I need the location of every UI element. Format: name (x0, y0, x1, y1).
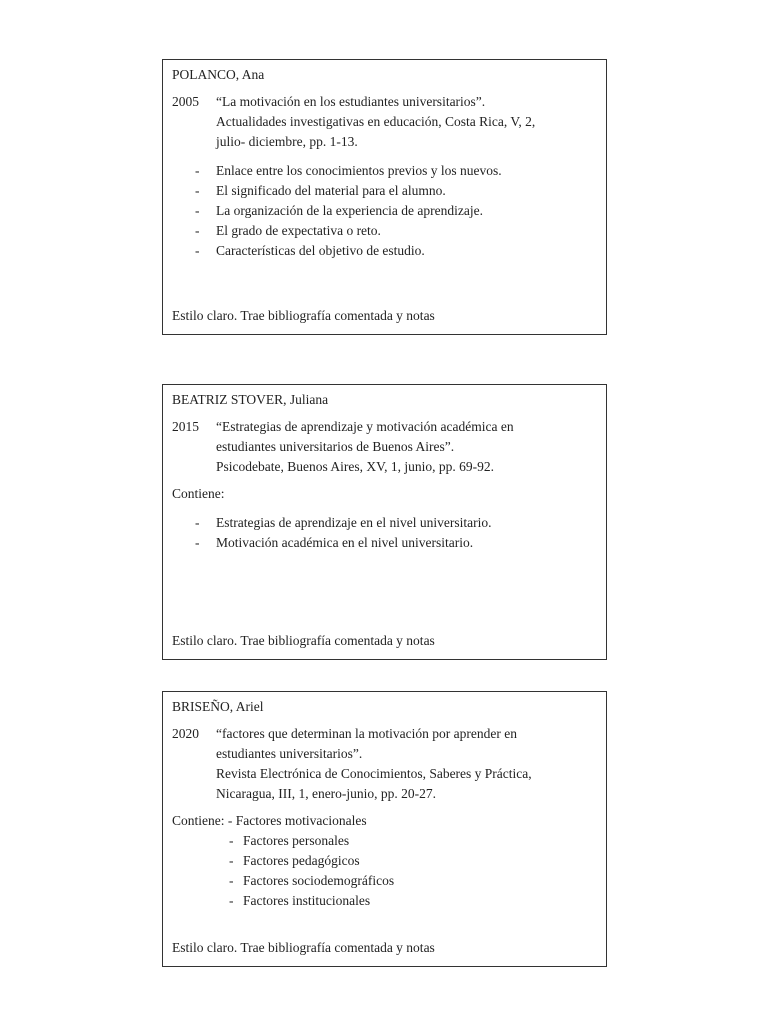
reference-line: Revista Electrónica de Conocimientos, Saberes y Práctica, (216, 766, 532, 781)
list-item (172, 871, 597, 891)
list-item-text: Estrategias de aprendizaje en el nivel universitario. (216, 515, 492, 530)
list-item-text: Factores personales (243, 833, 350, 848)
dash-bullet: - (229, 873, 234, 888)
list-item (172, 851, 597, 871)
card-reference (172, 417, 597, 477)
list-item-text: Factores motivacionales (235, 813, 367, 828)
dash-bullet: - (195, 183, 200, 198)
card-note: Estilo claro. Trae bibliografía comentada y notas (172, 940, 435, 955)
reference-line: “Estrategias de aprendizaje y motivación académica en (216, 419, 514, 434)
list-item-text: El significado del material para el alumno. (216, 183, 446, 198)
list-item (172, 161, 597, 181)
reference-line: Actualidades investigativas en educación, Costa Rica, V, 2, (216, 114, 536, 129)
dash-bullet: - (195, 223, 200, 238)
reference-line: “La motivación en los estudiantes universitarios”. (216, 94, 486, 109)
bibliography-card-polanco (162, 59, 607, 335)
reference-line: estudiantes universitarios de Buenos Aires”. (216, 439, 455, 454)
reference-line: julio- diciembre, pp. 1-13. (216, 134, 358, 149)
list-item-text: Características del objetivo de estudio. (216, 243, 425, 258)
contiene-label: Contiene: (172, 813, 225, 828)
list-item-text: Motivación académica en el nivel universitario. (216, 535, 474, 550)
card-author: BEATRIZ STOVER, Juliana (172, 392, 329, 407)
list-item (172, 831, 597, 851)
list-item (172, 513, 597, 533)
dash-bullet: - (195, 203, 200, 218)
card-note: Estilo claro. Trae bibliografía comentada y notas (172, 633, 435, 648)
list-item-text: Factores institucionales (243, 893, 371, 908)
dash-bullet: - (227, 813, 233, 828)
list-item (172, 241, 597, 261)
dash-bullet: - (195, 163, 200, 178)
reference-line: Psicodebate, Buenos Aires, XV, 1, junio, pp. 69-92. (216, 459, 494, 474)
contiene-line (172, 811, 597, 831)
dash-bullet: - (195, 535, 200, 550)
content-list (172, 161, 597, 261)
list-item-text: Factores pedagógicos (243, 853, 360, 868)
card-reference (172, 92, 597, 152)
card-year: 2020 (172, 726, 199, 741)
list-item (172, 181, 597, 201)
list-item (172, 533, 597, 553)
list-item-text: Factores sociodemográficos (243, 873, 395, 888)
list-item (172, 201, 597, 221)
card-year: 2005 (172, 94, 199, 109)
card-author: BRISEÑO, Ariel (172, 699, 264, 714)
reference-line: estudiantes universitarios”. (216, 746, 363, 761)
content-list (172, 513, 597, 553)
contiene-label: Contiene: (172, 486, 225, 501)
card-reference (172, 724, 597, 804)
list-item-text: El grado de expectativa o reto. (216, 223, 381, 238)
reference-line: Nicaragua, III, 1, enero-junio, pp. 20-27. (216, 786, 437, 801)
dash-bullet: - (195, 243, 200, 258)
list-item (172, 221, 597, 241)
dash-bullet: - (229, 833, 234, 848)
card-note: Estilo claro. Trae bibliografía comentada y notas (172, 308, 435, 323)
dash-bullet: - (195, 515, 200, 530)
card-year: 2015 (172, 419, 199, 434)
bibliography-card-beatriz-stover (162, 384, 607, 660)
bibliography-card-briseno (162, 691, 607, 967)
list-item (172, 891, 597, 911)
dash-bullet: - (229, 893, 234, 908)
list-item-text: Enlace entre los conocimientos previos y los nuevos. (216, 163, 502, 178)
content-list (172, 831, 597, 911)
list-item-text: La organización de la experiencia de aprendizaje. (216, 203, 483, 218)
dash-bullet: - (229, 853, 234, 868)
card-author: POLANCO, Ana (172, 67, 265, 82)
reference-line: “factores que determinan la motivación por aprender en (216, 726, 517, 741)
